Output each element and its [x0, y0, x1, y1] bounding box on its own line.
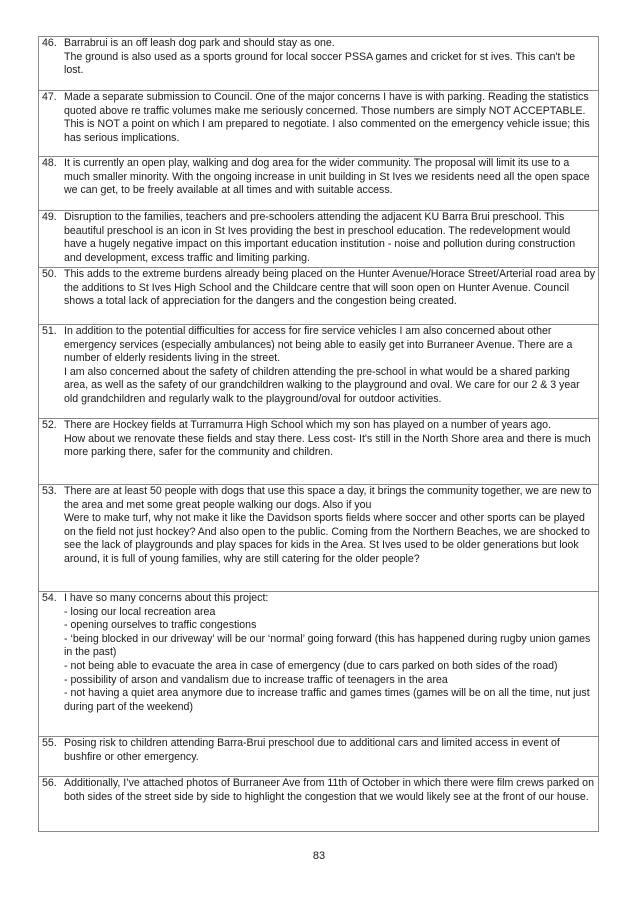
entry-number: 50. — [42, 268, 57, 280]
table-cell — [39, 325, 599, 419]
table-row — [39, 157, 599, 211]
entry-line: Made a separate submission to Council. One of the major concerns I have is with parking. Reading the statistics quoted above re traffic volumes make me seriously concerned. Those numbers are simply NOT ACCEPTABLE. This is NOT a point on which I am prepared to negotiate. I also commented on the emergency vehicle issue; this has serious implications. — [64, 91, 590, 144]
entry-line: I am also concerned about the safety of children attending the pre-school in what would be a shared parking area, as well as the safety of our grandchildren walking to the playground and oval. We care for our 2 & 3 year old grandchildren and regularly walk to the playground/oval for outdoor activities. — [64, 365, 580, 405]
entry-line: There are Hockey fields at Turramurra High School which my son has played on a number of years ago. — [64, 419, 551, 431]
table-row — [39, 737, 599, 777]
entry-line: - possibility of arson and vandalism due to increase traffic of teenagers in the area — [64, 673, 448, 686]
entry-line: Disruption to the families, teachers and pre-schoolers attending the adjacent KU Barra Brui preschool. This beautiful preschool is an icon in St Ives providing the best in preschool education. The redevelopment would have a hugely negative impact on this important education institution - noise and pollution during construction and development, excess traffic and limiting parking. — [64, 211, 576, 264]
entry-line: Barrabrui is an off leash dog park and should stay as one. — [64, 37, 335, 49]
entry-number: 55. — [42, 737, 57, 749]
table-cell — [39, 157, 599, 211]
entry-text — [64, 592, 595, 714]
table-row — [39, 37, 599, 91]
entry-number: 51. — [42, 325, 57, 337]
entry-line: Posing risk to children attending Barra-Brui preschool due to additional cars and limited access in event of bushfire or other emergency. — [64, 737, 560, 763]
entry-number: 46. — [42, 37, 57, 49]
entry-52 — [42, 419, 595, 460]
entry-line: - not having a quiet area anymore due to increase traffic and games times (games will be on all the time, nut just during part of the weekend) — [64, 687, 590, 713]
entry-line: Additionally, I’ve attached photos of Burraneer Ave from 11th of October in which there were film crews parked on both sides of the street side by side to highlight the congestion that we would likely see at the front of our house. — [64, 777, 594, 803]
entry-line: - opening ourselves to traffic congestions — [64, 619, 257, 632]
entry-line: - ‘being blocked in our driveway’ will be our ‘normal’ going forward (this has happened during rugby union games in the past) — [64, 632, 591, 659]
entry-56 — [42, 777, 595, 804]
table-row — [39, 325, 599, 419]
table-row — [39, 485, 599, 592]
entry-text — [64, 737, 595, 764]
entry-number: 52. — [42, 419, 57, 431]
entry-line: This adds to the extreme burdens already being placed on the Hunter Avenue/Horace Street/Arterial road area by the additions to St Ives High School and the Childcare centre that will soon open on Hunter Avenue. Council shows a total lack of appreciation for the dangers and the congestion being created. — [64, 268, 595, 308]
entry-line: It is currently an open play, walking and dog area for the wider community. The proposal will limit its use to a much smaller minority. With the ongoing increase in unit building in St Ives we residents need all the open space we can get, to be freely available at all times and with suitable access. — [64, 157, 590, 197]
entry-48 — [42, 157, 595, 198]
table-cell — [39, 268, 599, 325]
entry-text — [64, 485, 595, 567]
entry-51 — [42, 325, 595, 407]
entry-text — [64, 37, 595, 78]
entry-number: 48. — [42, 157, 57, 169]
entry-text — [64, 211, 595, 265]
entry-55 — [42, 737, 595, 764]
entry-46 — [42, 37, 595, 78]
entry-number: 47. — [42, 91, 57, 103]
entry-text — [64, 419, 595, 460]
table-row — [39, 268, 599, 325]
table-cell — [39, 419, 599, 485]
table-row — [39, 211, 599, 268]
table-row — [39, 777, 599, 832]
table-row — [39, 419, 599, 485]
entry-line: Were to make turf, why not make it like the Davidson sports fields where soccer and other sports can be played on the field not just hockey? And also open to the public. Coming from the Northern Beaches, we are shocked to see the lack of playgrounds and play spaces for kids in the Area. St Ives used to be older generations but look around, it is full of young families, why are still catering for the older people? — [64, 512, 590, 565]
entry-54 — [42, 592, 595, 714]
entry-number: 53. — [42, 485, 57, 497]
entry-text — [64, 91, 595, 145]
entry-53 — [42, 485, 595, 567]
table-cell — [39, 777, 599, 832]
entry-line: How about we renovate these fields and stay there. Less cost- It's still in the North Shore area and there is much more parking there, safer for the community and children. — [64, 432, 591, 459]
entry-line: - not being able to evacuate the area in case of emergency (due to cars parked on both sides of the road) — [64, 659, 558, 672]
entry-text — [64, 268, 595, 309]
table-cell — [39, 37, 599, 91]
table-cell — [39, 485, 599, 592]
entry-49 — [42, 211, 595, 265]
entry-50 — [42, 268, 595, 309]
table-row — [39, 592, 599, 737]
entry-text — [64, 157, 595, 198]
entry-line: In addition to the potential difficulties for access for fire service vehicles I am also concerned about other emergency services (especially ambulances) not being able to easily get into Burraneer Avenue. There are a number of elderly residents living in the street. — [64, 325, 573, 365]
entry-line: There are at least 50 people with dogs that use this space a day, it brings the community together, we are new to the area and met some great people walking our dogs. Also if you — [64, 485, 592, 511]
entry-47 — [42, 91, 595, 145]
entry-line: I have so many concerns about this project: — [64, 592, 269, 604]
table-cell — [39, 737, 599, 777]
entry-text — [64, 325, 595, 407]
table-cell — [39, 91, 599, 157]
submissions-table — [38, 36, 599, 832]
table-row — [39, 91, 599, 157]
entry-line: - losing our local recreation area — [64, 605, 216, 618]
entry-number: 54. — [42, 592, 57, 604]
table-cell — [39, 211, 599, 268]
page-number: 83 — [312, 850, 326, 862]
entry-text — [64, 777, 595, 804]
entry-number: 49. — [42, 211, 57, 223]
entry-line: The ground is also used as a sports ground for local soccer PSSA games and cricket for st ives. This can't be lost. — [64, 50, 576, 77]
table-cell — [39, 592, 599, 737]
entry-number: 56. — [42, 777, 57, 789]
